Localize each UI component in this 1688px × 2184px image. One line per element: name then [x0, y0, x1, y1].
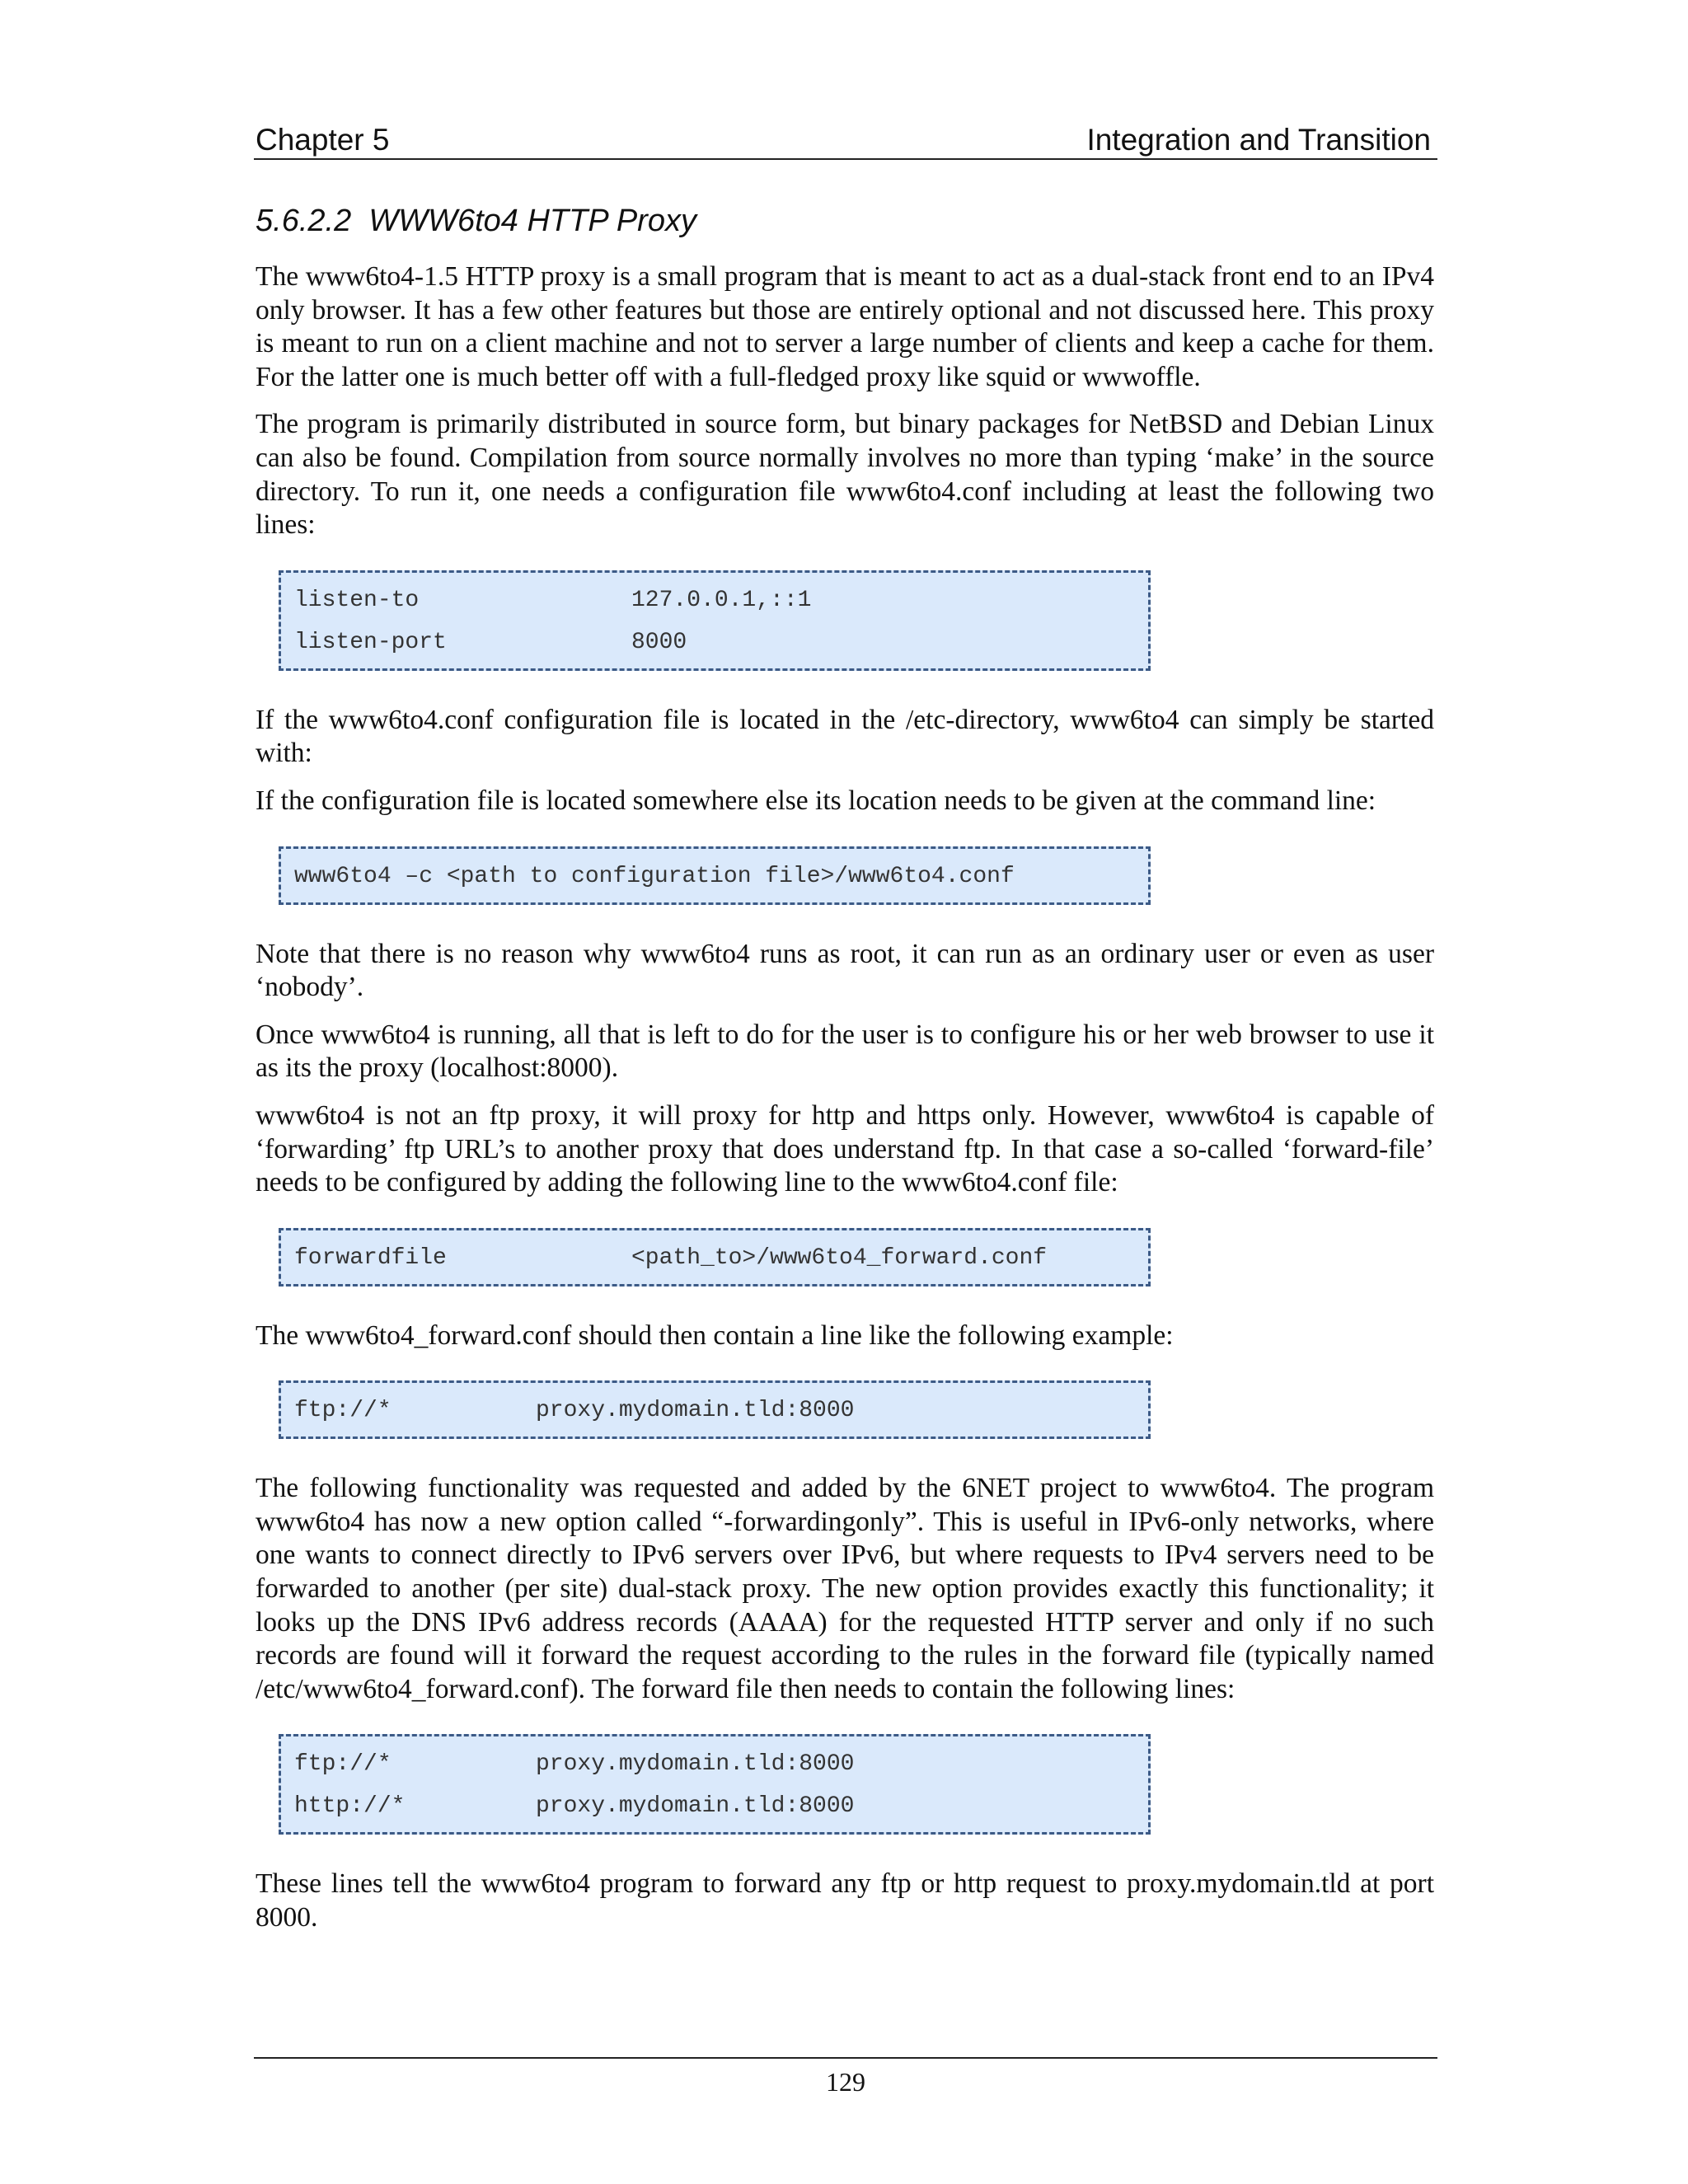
section-title: WWW6to4 HTTP Proxy [368, 204, 696, 238]
code-key: listen-port [294, 629, 447, 655]
page-header [254, 122, 1437, 160]
paragraph: www6to4 is not an ftp proxy, it will proxy for http and https only. However, www6to4 is capable of ‘forwarding’ ftp URL’s to another proxy that does understand ftp. In that case a so-called ‘forward-file’ needs to be configured by adding the following line to the www6to4.conf file: [256, 1099, 1434, 1198]
paragraph: Note that there is no reason why www6to4 runs as root, it can run as an ordinary user or even as user ‘nobody’. [256, 938, 1434, 1003]
page-content [256, 198, 1434, 1949]
chapter-label: Chapter 5 [256, 123, 390, 157]
code-value: proxy.mydomain.tld:8000 [536, 1751, 855, 1778]
code-line [294, 1237, 1135, 1279]
paragraph: The following functionality was requested and added by the 6NET project to www6to4. The program www6to4 has now a new option called “-forwardingonly”. This is useful in IPv6-only networks, where one wants to connect directly to IPv6 servers over IPv6, but where requests to IPv4 servers need to be forwarded to another (per site) dual-stack proxy. The new option provides exactly this functionality; it looks up the DNS IPv6 address records (AAAA) for the requested HTTP server and only if no such records are found will it forward the request according to the rules in the forward file (typically named /etc/www6to4_forward.conf). The forward file then needs to contain the following lines: [256, 1473, 1434, 1704]
section-heading [256, 198, 1434, 244]
section-number: 5.6.2.2 [256, 204, 352, 238]
paragraph: The www6to4_forward.conf should then contain a line like the following example: [256, 1319, 1174, 1351]
code-value: proxy.mydomain.tld:8000 [536, 1398, 855, 1424]
code-value: 127.0.0.1,::1 [631, 587, 812, 613]
paragraph: Once www6to4 is running, all that is left to do for the user is to configure his or her web browser to use it as its the proxy (localhost:8000). [256, 1019, 1434, 1084]
code-value: proxy.mydomain.tld:8000 [536, 1793, 855, 1820]
paragraph: The program is primarily distributed in source form, but binary packages for NetBSD and Debian Linux can also be found. Compilation from source normally involves no more than typing ‘make’ in the source directory. To run it, one needs a configuration file www6to4.conf including at least the following two lines: [256, 409, 1434, 541]
code-key: forwardfile [294, 1244, 447, 1271]
code-command: www6to4 –c <path to configuration file>/www6to4.conf [294, 863, 1015, 889]
code-key: ftp://* [294, 1751, 392, 1778]
code-block [279, 846, 1151, 905]
code-block [279, 1228, 1151, 1286]
code-line [294, 855, 1135, 898]
code-value: 8000 [631, 629, 687, 655]
code-block [279, 570, 1151, 671]
code-key: listen-to [294, 587, 420, 613]
code-line [294, 579, 1135, 621]
code-line [294, 1785, 1135, 1827]
paragraph: These lines tell the www6to4 program to forward any ftp or http request to proxy.mydomain.tld at port 8000. [256, 1868, 1434, 1933]
paragraph: The www6to4-1.5 HTTP proxy is a small program that is meant to act as a dual-stack front end to an IPv4 only browser. It has a few other features but those are entirely optional and not discussed here. This proxy is meant to run on a client machine and not to server a large number of clients and keep a cache for them. For the latter one is much better off with a full-fledged proxy like squid or wwwoffle. [256, 261, 1434, 392]
code-value: <path_to>/www6to4_forward.conf [631, 1244, 1048, 1271]
code-block [279, 1734, 1151, 1835]
code-line [294, 1743, 1135, 1785]
code-block [279, 1380, 1151, 1439]
paragraph: If the configuration file is located somewhere else its location needs to be given at the command line: [256, 785, 1376, 816]
chapter-title: Integration and Transition [1086, 123, 1431, 157]
page-footer [254, 2057, 1437, 2100]
code-key: http://* [294, 1793, 406, 1820]
page-number: 129 [826, 2067, 865, 2097]
code-line [294, 621, 1135, 663]
paragraph: If the www6to4.conf configuration file is located in the /etc-directory, www6to4 can simply be started with: [256, 704, 1434, 769]
code-key: ftp://* [294, 1398, 392, 1424]
code-line [294, 1390, 1135, 1432]
